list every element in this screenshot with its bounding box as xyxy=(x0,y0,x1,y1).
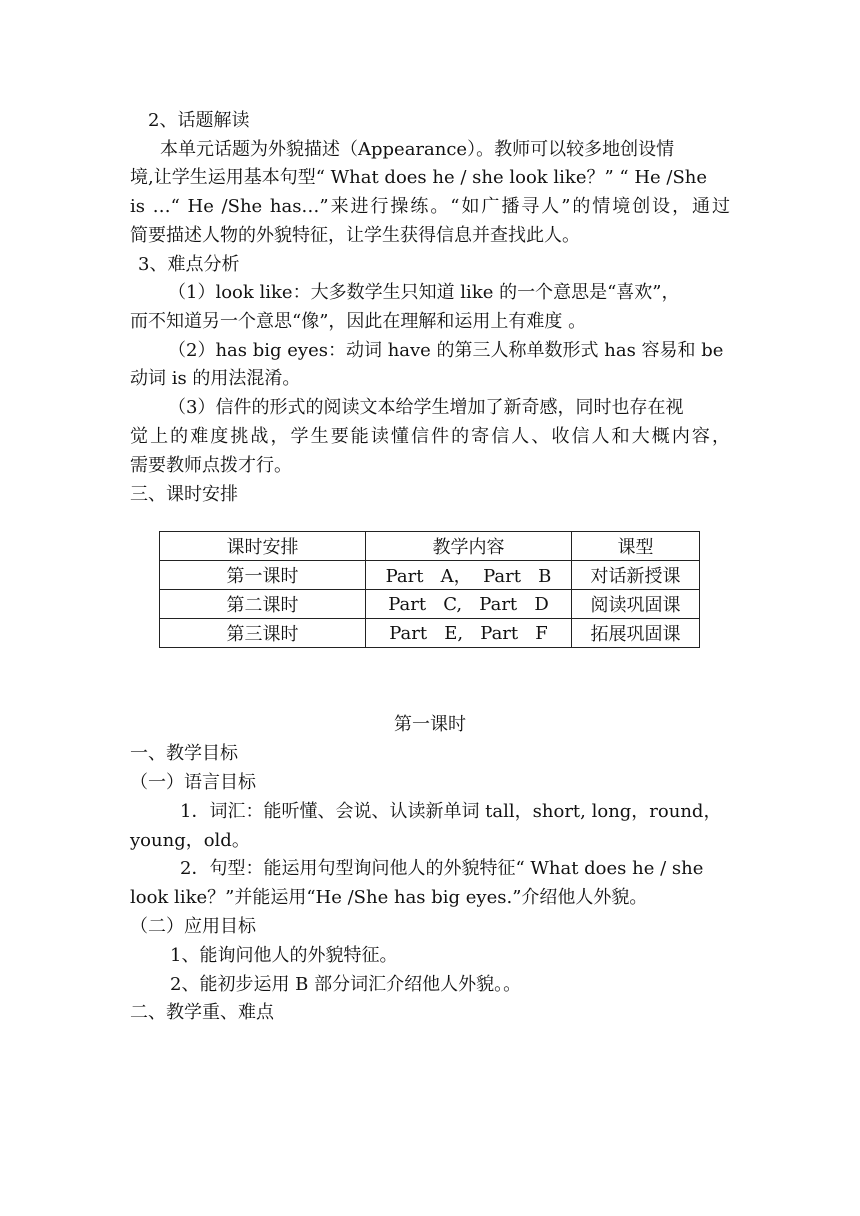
table-cell: 第二课时 xyxy=(160,590,366,619)
table-cell: 第三课时 xyxy=(160,619,366,648)
vocabulary-goal-line: young，old。 xyxy=(130,830,250,851)
difficulty-item-line: （1）look like：大多数学生只知道 like 的一个意思是“喜欢”， xyxy=(168,282,680,303)
table-cell: 第一课时 xyxy=(160,561,366,590)
lesson-title: 第一课时 xyxy=(394,714,466,735)
table-header-cell: 教学内容 xyxy=(366,532,572,561)
topic-paragraph-line: 本单元话题为外貌描述（Appearance）。教师可以较多地创设情 xyxy=(160,139,675,160)
difficulty-item-line: 动词 is 的用法混淆。 xyxy=(130,368,301,389)
section-heading-difficulty: 3、难点分析 xyxy=(138,254,240,275)
topic-paragraph-line: is …“ He /She has…”来进行操练。“如广播寻人”的情境创设，通过 xyxy=(130,196,730,217)
table-header-cell: 课型 xyxy=(572,532,700,561)
table-cell: Part C, Part D xyxy=(366,590,572,619)
schedule-table xyxy=(159,531,700,648)
table-header-row xyxy=(160,532,700,561)
vocabulary-goal-line: 1．词汇：能听懂、会说、认读新单词 tall，short, long，round， xyxy=(180,801,722,822)
sentence-goal-line: 2．句型：能运用句型询问他人的外貌特征“ What does he / she xyxy=(180,858,704,879)
key-points-heading: 二、教学重、难点 xyxy=(130,1002,274,1023)
application-goal-item: 1、能询问他人的外貌特征。 xyxy=(170,945,398,966)
difficulty-item-line: 需要教师点拨才行。 xyxy=(130,455,292,476)
section-heading-schedule: 三、课时安排 xyxy=(130,484,238,505)
application-goal-item: 2、能初步运用 B 部分词汇介绍他人外貌。。 xyxy=(170,974,522,995)
table-cell: Part A， Part B xyxy=(366,561,572,590)
goals-heading: 一、教学目标 xyxy=(130,743,238,764)
table-row xyxy=(160,619,700,648)
difficulty-item-line: 觉上的难度挑战，学生要能读懂信件的寄信人、收信人和大概内容， xyxy=(130,426,730,447)
difficulty-item-line: 而不知道另一个意思“像”，因此在理解和运用上有难度 。 xyxy=(130,311,587,332)
table-header-cell: 课时安排 xyxy=(160,532,366,561)
section-heading-topic: 2、话题解读 xyxy=(148,110,250,131)
table-row xyxy=(160,561,700,590)
table-row xyxy=(160,590,700,619)
table-cell: Part E, Part F xyxy=(366,619,572,648)
table-cell: 阅读巩固课 xyxy=(572,590,700,619)
difficulty-item-line: （3）信件的形式的阅读文本给学生增加了新奇感，同时也存在视 xyxy=(168,397,684,418)
topic-paragraph-line: 境,让学生运用基本句型“ What does he / she look like？” “ He /She xyxy=(130,167,708,188)
application-goals-heading: （二）应用目标 xyxy=(130,916,256,937)
language-goals-heading: （一）语言目标 xyxy=(130,772,256,793)
table-cell: 对话新授课 xyxy=(572,561,700,590)
topic-paragraph-line: 简要描述人物的外貌特征，让学生获得信息并查找此人。 xyxy=(130,225,580,246)
sentence-goal-line: look like？”并能运用“He /She has big eyes.”介绍他人外貌。 xyxy=(130,887,648,908)
difficulty-item-line: （2）has big eyes：动词 have 的第三人称单数形式 has 容易和 be xyxy=(168,340,724,361)
table-cell: 拓展巩固课 xyxy=(572,619,700,648)
